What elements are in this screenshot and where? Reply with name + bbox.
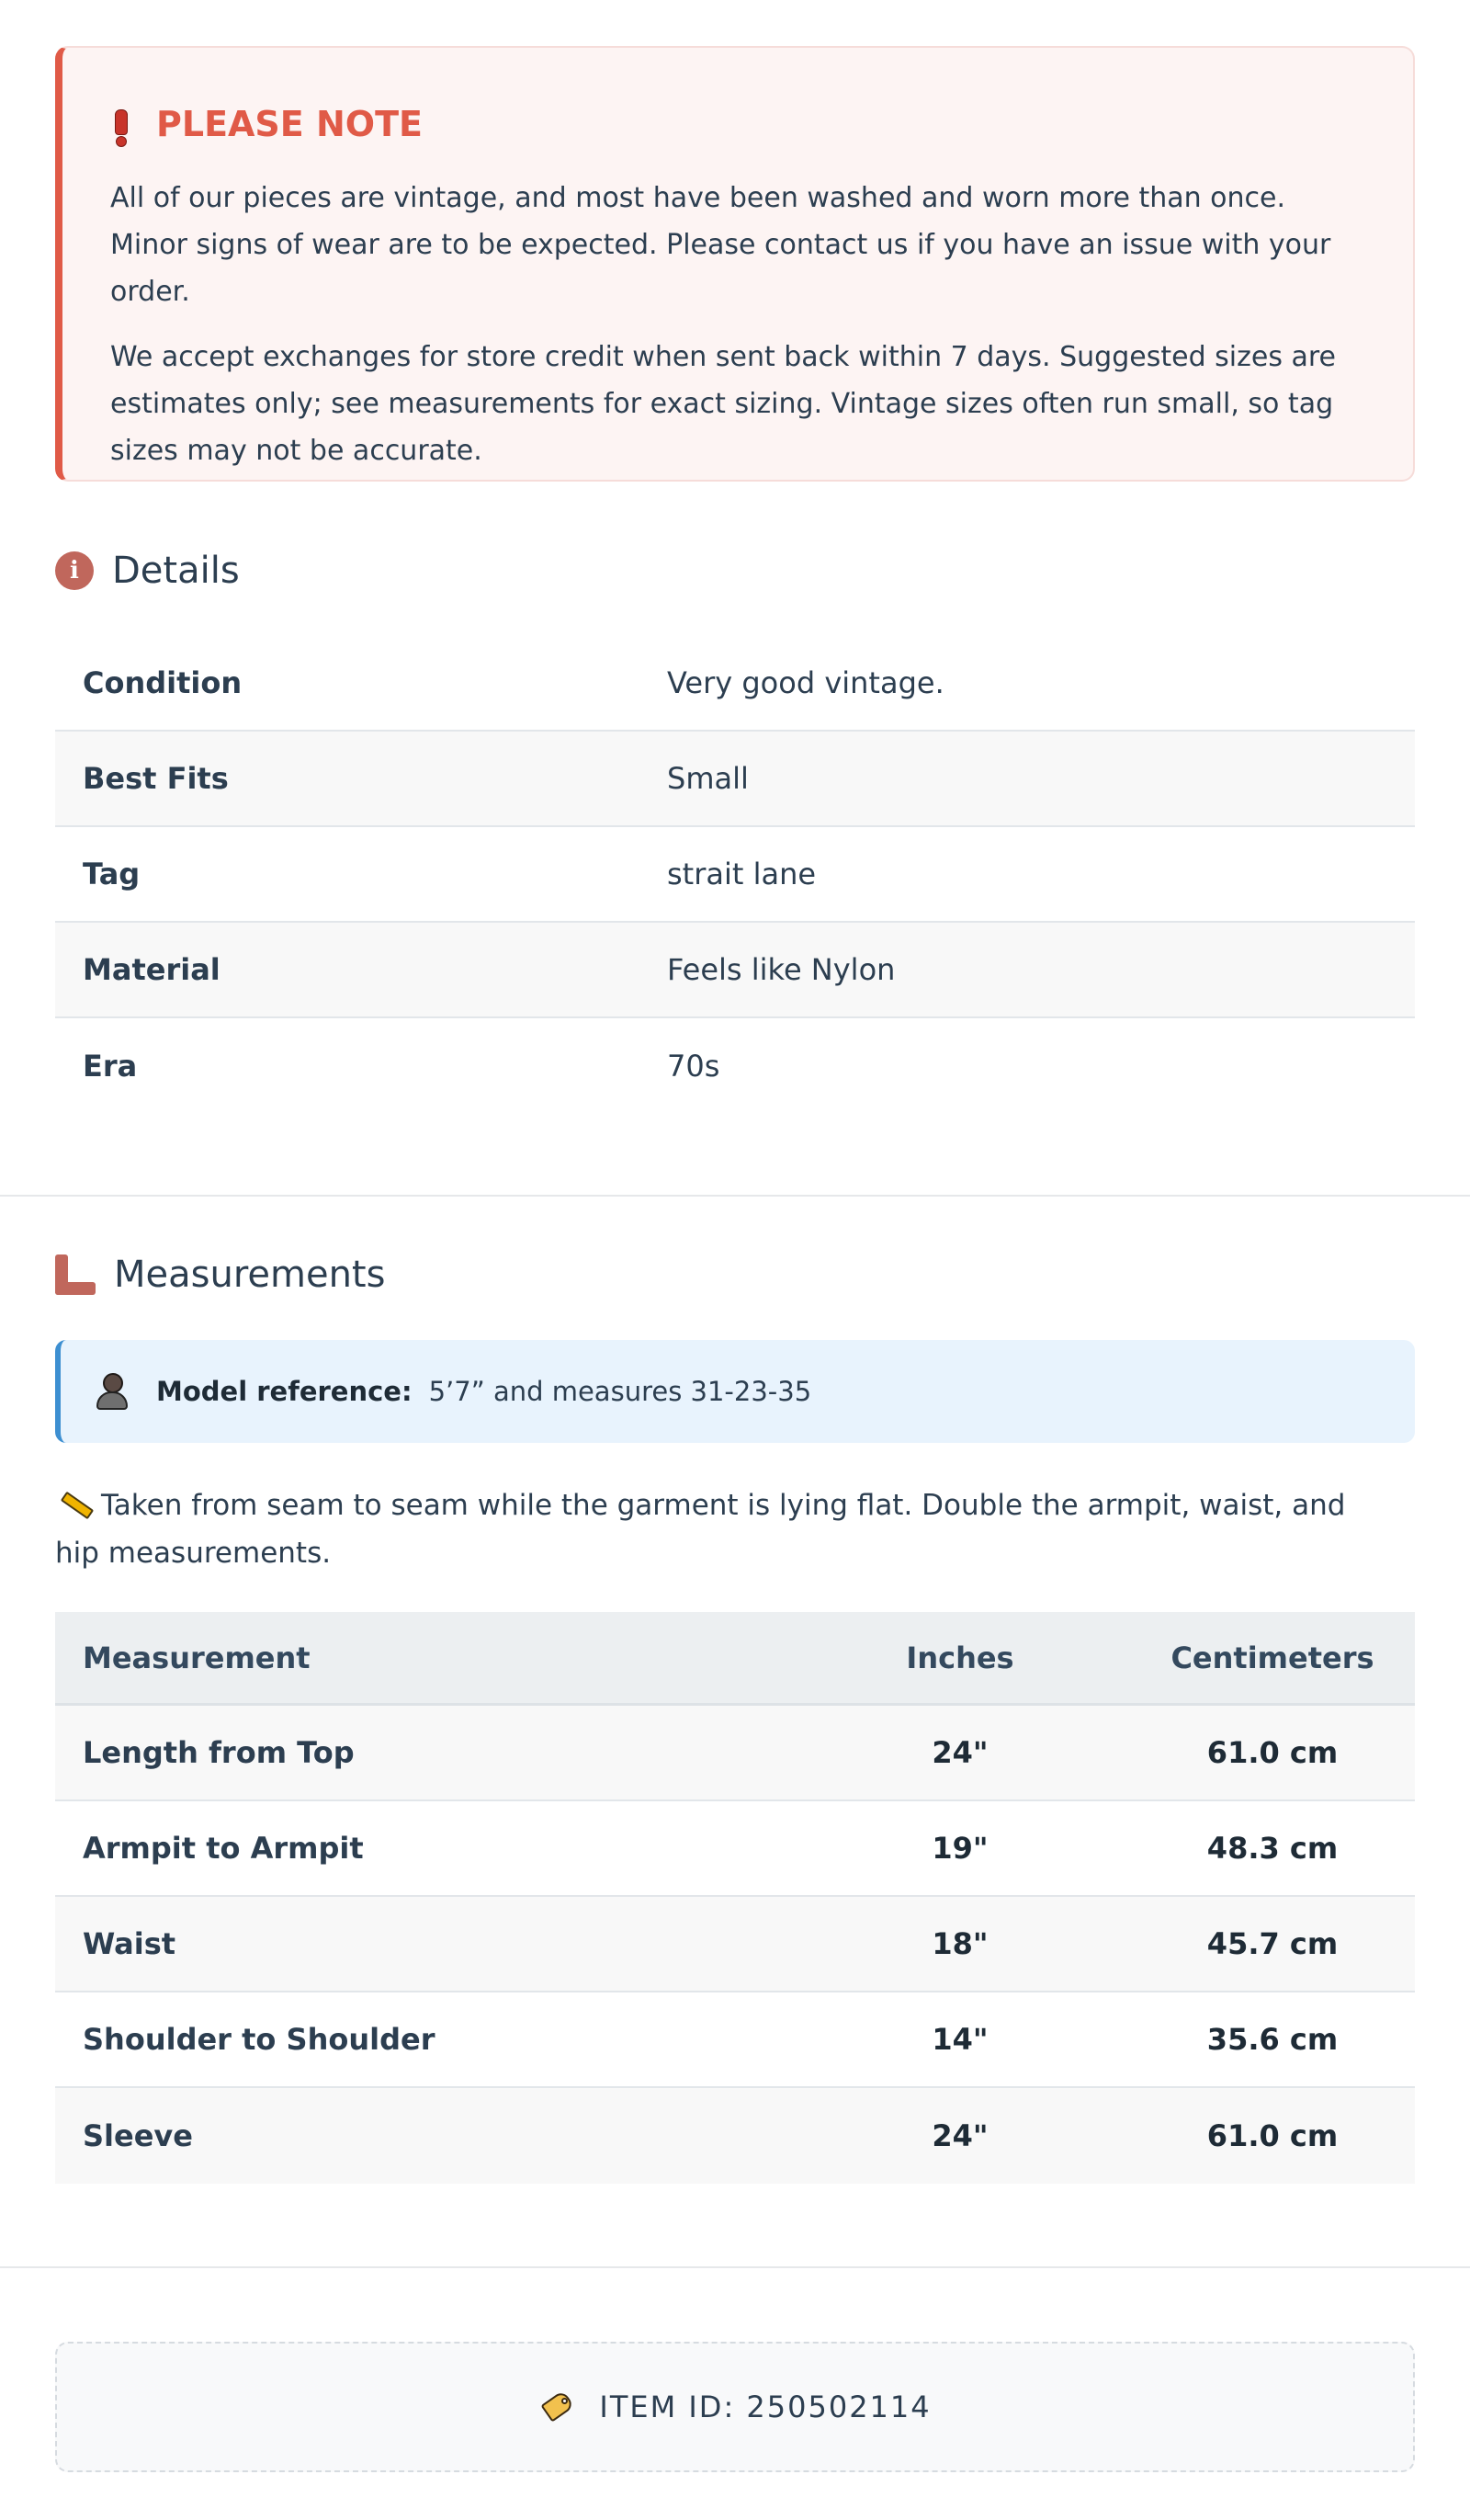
table-row <box>55 2088 1415 2184</box>
details-value: Very good vintage. <box>667 665 944 700</box>
tag-icon <box>538 2389 579 2425</box>
measurements-header-row <box>55 1612 1415 1706</box>
measurements-table <box>55 1612 1415 2184</box>
measurement-note-text: Taken from seam to seam while the garment is lying flat. Double the armpit, waist, and hip measurements. <box>55 1489 1346 1570</box>
column-header: Measurement <box>83 1640 311 1675</box>
details-heading <box>55 550 240 592</box>
details-label: Era <box>83 1049 138 1084</box>
measurement-inches: 14" <box>932 2022 989 2057</box>
info-icon: i <box>55 551 94 590</box>
measurement-inches: 24" <box>932 2118 989 2153</box>
details-value: Feels like Nylon <box>667 952 896 987</box>
measurement-inches: 18" <box>932 1926 989 1961</box>
column-header: Centimeters <box>1170 1640 1374 1675</box>
measurement-cm: 45.7 cm <box>1206 1926 1339 1961</box>
pencil-icon <box>55 1491 92 1518</box>
table-row <box>55 1706 1415 1801</box>
details-row <box>55 923 1415 1018</box>
section-divider <box>0 1195 1470 1197</box>
details-value: strait lane <box>667 857 817 891</box>
notice-box <box>55 46 1415 482</box>
notice-header <box>110 101 1367 147</box>
table-row <box>55 1801 1415 1897</box>
details-label: Best Fits <box>83 761 229 796</box>
measurement-note <box>55 1481 1378 1577</box>
measurement-name: Length from Top <box>83 1735 355 1770</box>
exclamation-icon <box>110 101 147 147</box>
column-header: Inches <box>906 1640 1014 1675</box>
measurement-name: Sleeve <box>83 2118 193 2153</box>
details-label: Tag <box>83 857 141 891</box>
details-row <box>55 636 1415 732</box>
model-reference-box <box>55 1340 1415 1443</box>
model-reference-value: 5’7” and measures 31-23-35 <box>428 1376 812 1407</box>
details-title: Details <box>112 550 240 592</box>
measurement-name: Armpit to Armpit <box>83 1831 364 1866</box>
ruler-icon <box>55 1254 96 1295</box>
details-label: Condition <box>83 665 243 700</box>
item-id-text: ITEM ID: 250502114 <box>599 2389 932 2424</box>
measurements-title: Measurements <box>114 1254 386 1296</box>
table-row <box>55 1992 1415 2088</box>
notice-title: PLEASE NOTE <box>156 104 423 144</box>
details-value: Small <box>667 761 749 796</box>
measurement-cm: 61.0 cm <box>1206 1735 1339 1770</box>
measurement-inches: 24" <box>932 1735 989 1770</box>
measurement-cm: 48.3 cm <box>1206 1831 1339 1866</box>
details-label: Material <box>83 952 220 987</box>
table-row <box>55 1897 1415 1992</box>
measurement-cm: 61.0 cm <box>1206 2118 1339 2153</box>
details-table <box>55 636 1415 1114</box>
details-value: 70s <box>667 1049 720 1084</box>
measurement-inches: 19" <box>932 1831 989 1866</box>
item-id-box <box>55 2342 1415 2472</box>
measurement-name: Waist <box>83 1926 176 1961</box>
measurements-heading <box>55 1254 385 1296</box>
section-divider <box>0 2266 1470 2268</box>
person-icon <box>96 1373 129 1410</box>
details-row <box>55 732 1415 827</box>
notice-paragraph: We accept exchanges for store credit when sent back within 7 days. Suggested sizes are estimates only; see measurements for exact sizing. Vintage sizes often run small, so tag sizes may not be accurate. <box>110 341 1337 467</box>
measurement-name: Shoulder to Shoulder <box>83 2022 435 2057</box>
model-reference-label: Model reference: <box>156 1376 413 1407</box>
notice-paragraph: All of our pieces are vintage, and most have been washed and worn more than once. Minor signs of wear are to be expected. Please contact us if you have an issue with your order. <box>110 182 1331 308</box>
measurement-cm: 35.6 cm <box>1206 2022 1339 2057</box>
details-row <box>55 827 1415 923</box>
details-row <box>55 1018 1415 1114</box>
